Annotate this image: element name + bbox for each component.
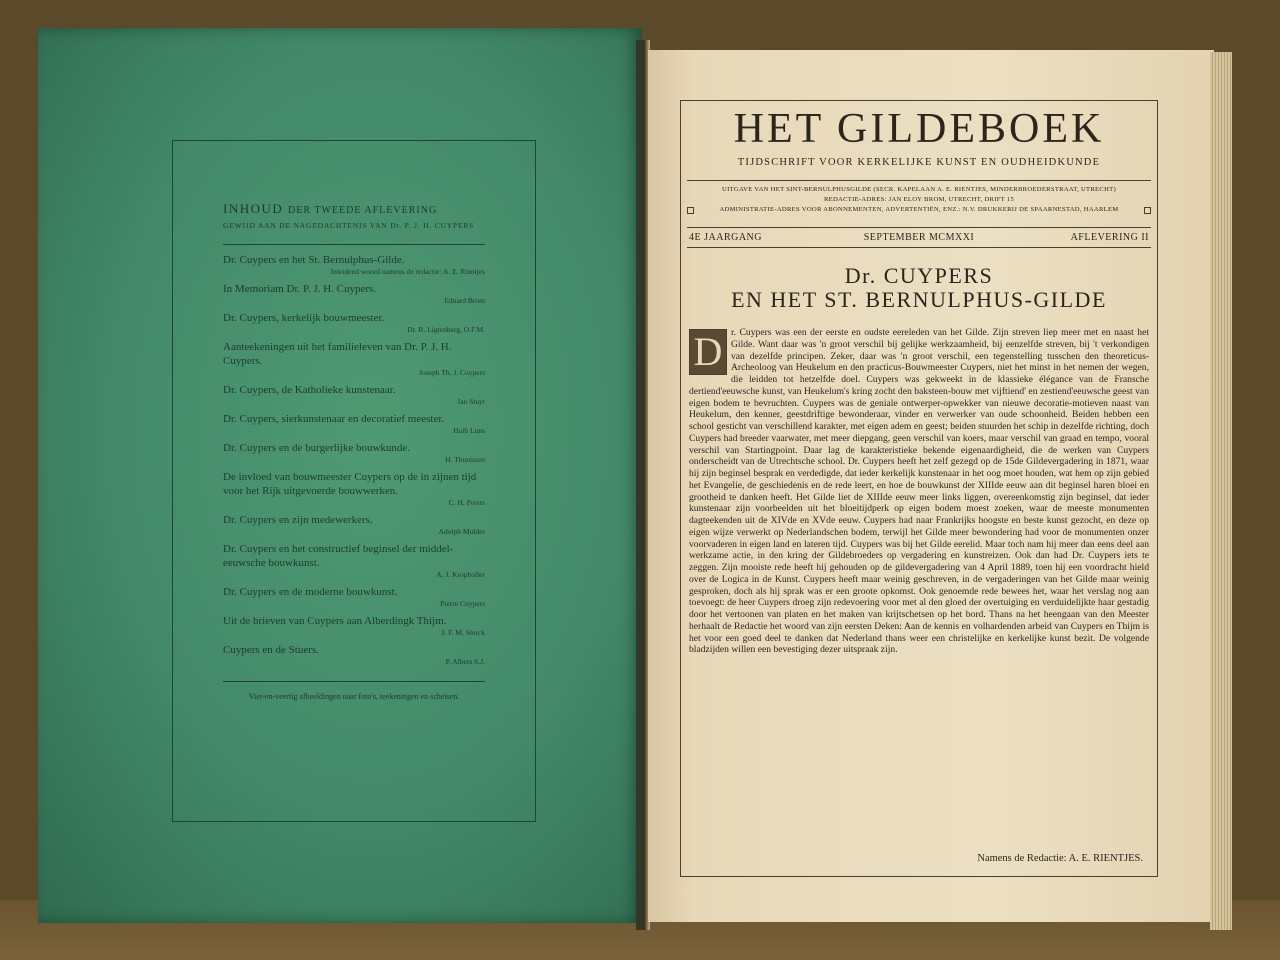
contents-subtitle: GEWIJD AAN DE NAGEDACHTENIS VAN Dr. P. J. H. CUYPERS	[223, 221, 475, 230]
contents-entry-author: Huib Luns	[453, 426, 485, 435]
contents-entry	[223, 470, 485, 508]
contents-entry	[223, 383, 485, 407]
publisher-line-2: REDACTIE-ADRES: JAN ELOY BROM, UTRECHT, DRIFT 15	[823, 196, 1015, 203]
contents-entry-author: J. F. M. Sterck	[441, 628, 485, 637]
article-heading-line-1: Dr. CUYPERS	[844, 263, 994, 288]
contents-entry-title: Uit de brieven van Cuypers aan Alberdingk Thijm.	[223, 615, 447, 627]
contents-entry-title: Dr. Cuypers en de moderne bouwkunst.	[223, 586, 398, 598]
contents-entry	[223, 643, 485, 667]
contents-entry	[223, 253, 485, 277]
contents-entry	[223, 585, 485, 609]
contents-footer: Vier-en-veertig afbeeldingen naar foto's, teekeningen en schetsen.	[248, 692, 460, 701]
article-text: r. Cuypers was een der eerste en oudste eereleden van het Gilde. Zijn streven liep meer met en naast het Gilde. Want daar was 'n groot verschil bij gelijke werkzaamheid, bij eenzelfde streven, bij 't verkondigen van dezelfde principen. Zeker, daar was 'n groot verschil, een tegenstelling tusschen den theoreticus-Archeoloog van Heukelum en den practicus-Bouwmeester Cuypers, niet het minst in het nemen der wegen, die leidden tot hetzelfde doel. Cuypers was gekweekt in de klassieke élégance van de Fransche dertiend'eeuwsche kunst, van Heukelum's kring zocht den baksteen-bouw met vijftiend' en zestiend'eeuwsche geest van eigen bodem te bevruchten. Cuypers was de geniale ontwerper-opwekker van nieuwe decoratie-motieven naast van Heukelum, den kenner, geestdriftige bewonderaar, vinder en verwerker van oude schoonheid. Beiden hebben een school gesticht van verschillend karakter, met eigen adem en geest; beiden stuurden het schip in dezelfde richting, doch Cuypers had breeder vaarwater, met meer diepgang, geen verschil van koers, maar verschil van graad en tempo, vooral verschil van Startingpoint. Daar lag de karakteristieke bekende eigenaardigheid, die de werken van Cuypers onderscheidt van de Utrechtsche school. Dr. Cuypers heeft het zelf gezegd op de 15de Gildevergadering in 1871, waar hij zijn beginsel besprak en verdedigde, dat ieder kerkelijk kunstenaar in het oog moet houden, wat hem op zijn gebied het Evangelie, de geschiedenis en de rede leert, en hoe de bouwkunst der XIIIde eeuw aan dit beginsel haren bloei en grootheid te danken heeft. Het Gilde liet de XIIIde eeuw meer links liggen, overeenkomstig zijn beginsel, dat ieder kunstenaar zijn voorbeelden uit het bloeitijdperk op eigen bodem moest zoeken, waar de meeste monumenten dagteekenden uit de XIVde en XVde eeuw. Cuypers had naar Frankrijks hoogste en beste kunst gezocht, en deze op eigen wijze verwerkt op Nederlandschen bodem, terwijl het Gilde meer bewondering had voor de monumenten onzer voorvaderen in eigen land en lateren tijd. Cuypers was bij het Gilde eerelid. Maar toch nam hij meer dan eens deel aan werkzame actie, in den kring der Gildebroeders op vergadering en kunstreizen. Ook dan had Dr. Cuypers iets te zeggen. Zijn mooiste rede heeft hij gehouden op de gildevergadering van 4 April 1889, toen hij een voordracht hield over de Logica in de Kunst. Cuypers heeft maar weinig geschreven, in de vergaderingen van het Gilde maar weinig gesproken, doch als hij sprak was er een groote opkomst. Ook genoemde rede bewees het, waar het verslag nog aan toevoegt: de heer Cuypers droeg zijn redevoering voor met al den gloed der overtuiging en verduidelijkte haar gestadig door het vertoonen van platen en het maken van krijtschetsen op het bord. Thans na het heengaan van den Meester herhaalt de Redactie het woord van zijn eersten Deken: Aan de kennis en volhardenden arbeid van Cuypers en Thijm is het voor een goed deel te danken dat Nederland thans weer een christelijke en kerkelijke kunst bezit. De volgende bladzijden willen een bevestiging dezer uitspraak zijn.	[689, 327, 1149, 656]
contents-title	[223, 201, 485, 219]
ornament-square-right	[1144, 207, 1151, 214]
contents-entry	[223, 614, 485, 638]
masthead: HET GILDEBOEK	[733, 106, 1105, 152]
contents-entry-title: Aanteekeningen uit het familieleven van Dr. P. J. H. Cuypers.	[223, 341, 452, 367]
contents-entry-author: H. Thunissen	[445, 455, 485, 464]
contents-title-main: INHOUD	[223, 201, 284, 216]
contents-entry-title: Dr. Cuypers en het constructief beginsel der middel-eeuwsche bouwkunst.	[223, 543, 454, 569]
article-body	[689, 327, 1149, 656]
contents-entry	[223, 513, 485, 537]
contents-entry	[223, 542, 485, 580]
contents-entries	[223, 253, 485, 667]
contents-entry-title: Dr. Cuypers en de burgerlijke bouwkunde.	[223, 442, 411, 454]
contents-entry-author: Pierre Cuypers	[440, 599, 485, 608]
contents-entry-title: Dr. Cuypers, sierkunstenaar en decoratief meester.	[223, 413, 445, 425]
contents-entry-title: Cuypers en de Stuers.	[223, 644, 319, 656]
contents-entry-title: Dr. Cuypers en zijn medewerkers.	[223, 514, 373, 526]
issue-date: SEPTEMBER MCMXXI	[863, 232, 975, 243]
publisher-line-3: ADMINISTRATIE-ADRES VOOR ABONNEMENTEN, ADVERTENTIËN, ENZ.: N.V. DRUKKERIJ DE SPAARNESTAD, HAARLEM	[719, 206, 1119, 213]
contents-title-rest: DER TWEEDE AFLEVERING	[288, 205, 438, 216]
table-of-contents	[223, 201, 485, 701]
contents-entry-author: Joseph Th. J. Cuypers	[419, 368, 485, 377]
title-page-frame	[680, 100, 1158, 877]
contents-entry-author: Eduard Brom	[444, 296, 485, 305]
rule-bottom	[687, 247, 1151, 248]
contents-entry-author: Adolph Mulder	[438, 527, 485, 536]
contents-entry-author: A. J. Kropholler	[436, 570, 485, 579]
drop-cap-initial: D	[689, 329, 727, 375]
volume-label: 4E JAARGANG	[689, 232, 762, 243]
contents-entry-title: Dr. Cuypers, de Katholieke kunstenaar.	[223, 384, 396, 396]
contents-divider-bottom	[223, 681, 485, 682]
contents-entry	[223, 311, 485, 335]
contents-entry	[223, 340, 485, 378]
publisher-line-1: UITGAVE VAN HET SINT-BERNULPHUSGILDE (SECR. KAPELAAN A. E. RIENTJES, MINDERBROEDERSTRAAT, UTRECHT)	[722, 186, 1116, 193]
contents-entry-author: P. Albers S.J.	[445, 657, 485, 666]
contents-entry-author: Jan Stuyt	[457, 397, 485, 406]
contents-entry-title: De invloed van bouwmeester Cuypers op de in zijnen tijd voor het Rijk uitgevoerde bouwwerken.	[223, 471, 477, 497]
contents-entry	[223, 441, 485, 465]
contents-frame	[172, 140, 536, 822]
rule-middle	[687, 227, 1151, 228]
article-heading-line-2: EN HET ST. BERNULPHUS-GILDE	[731, 287, 1107, 312]
contents-entry-title: In Memoriam Dr. P. J. H. Cuypers.	[223, 283, 377, 295]
contents-entry-author: Inleidend woord namens de redactie: A. E. Rientjes	[330, 267, 485, 276]
contents-entry-title: Dr. Cuypers en het St. Bernulphus-Gilde.	[223, 254, 405, 266]
contents-entry-title: Dr. Cuypers, kerkelijk bouwmeester.	[223, 312, 385, 324]
issue-number: AFLEVERING II	[1070, 232, 1149, 243]
contents-entry	[223, 282, 485, 306]
journal-subtitle: TIJDSCHRIFT VOOR KERKELIJKE KUNST EN OUDHEIDKUNDE	[737, 157, 1101, 168]
contents-divider	[223, 244, 485, 245]
contents-entry-author: Dr. R. Ligtenberg, O.F.M.	[407, 325, 485, 334]
contents-entry	[223, 412, 485, 436]
rule-top	[687, 180, 1151, 181]
contents-entry-author: C. H. Peters	[448, 498, 485, 507]
ornament-square-left	[687, 207, 694, 214]
editorial-signature: Namens de Redactie: A. E. RIENTJES.	[977, 853, 1143, 864]
page-edges	[1210, 52, 1232, 930]
